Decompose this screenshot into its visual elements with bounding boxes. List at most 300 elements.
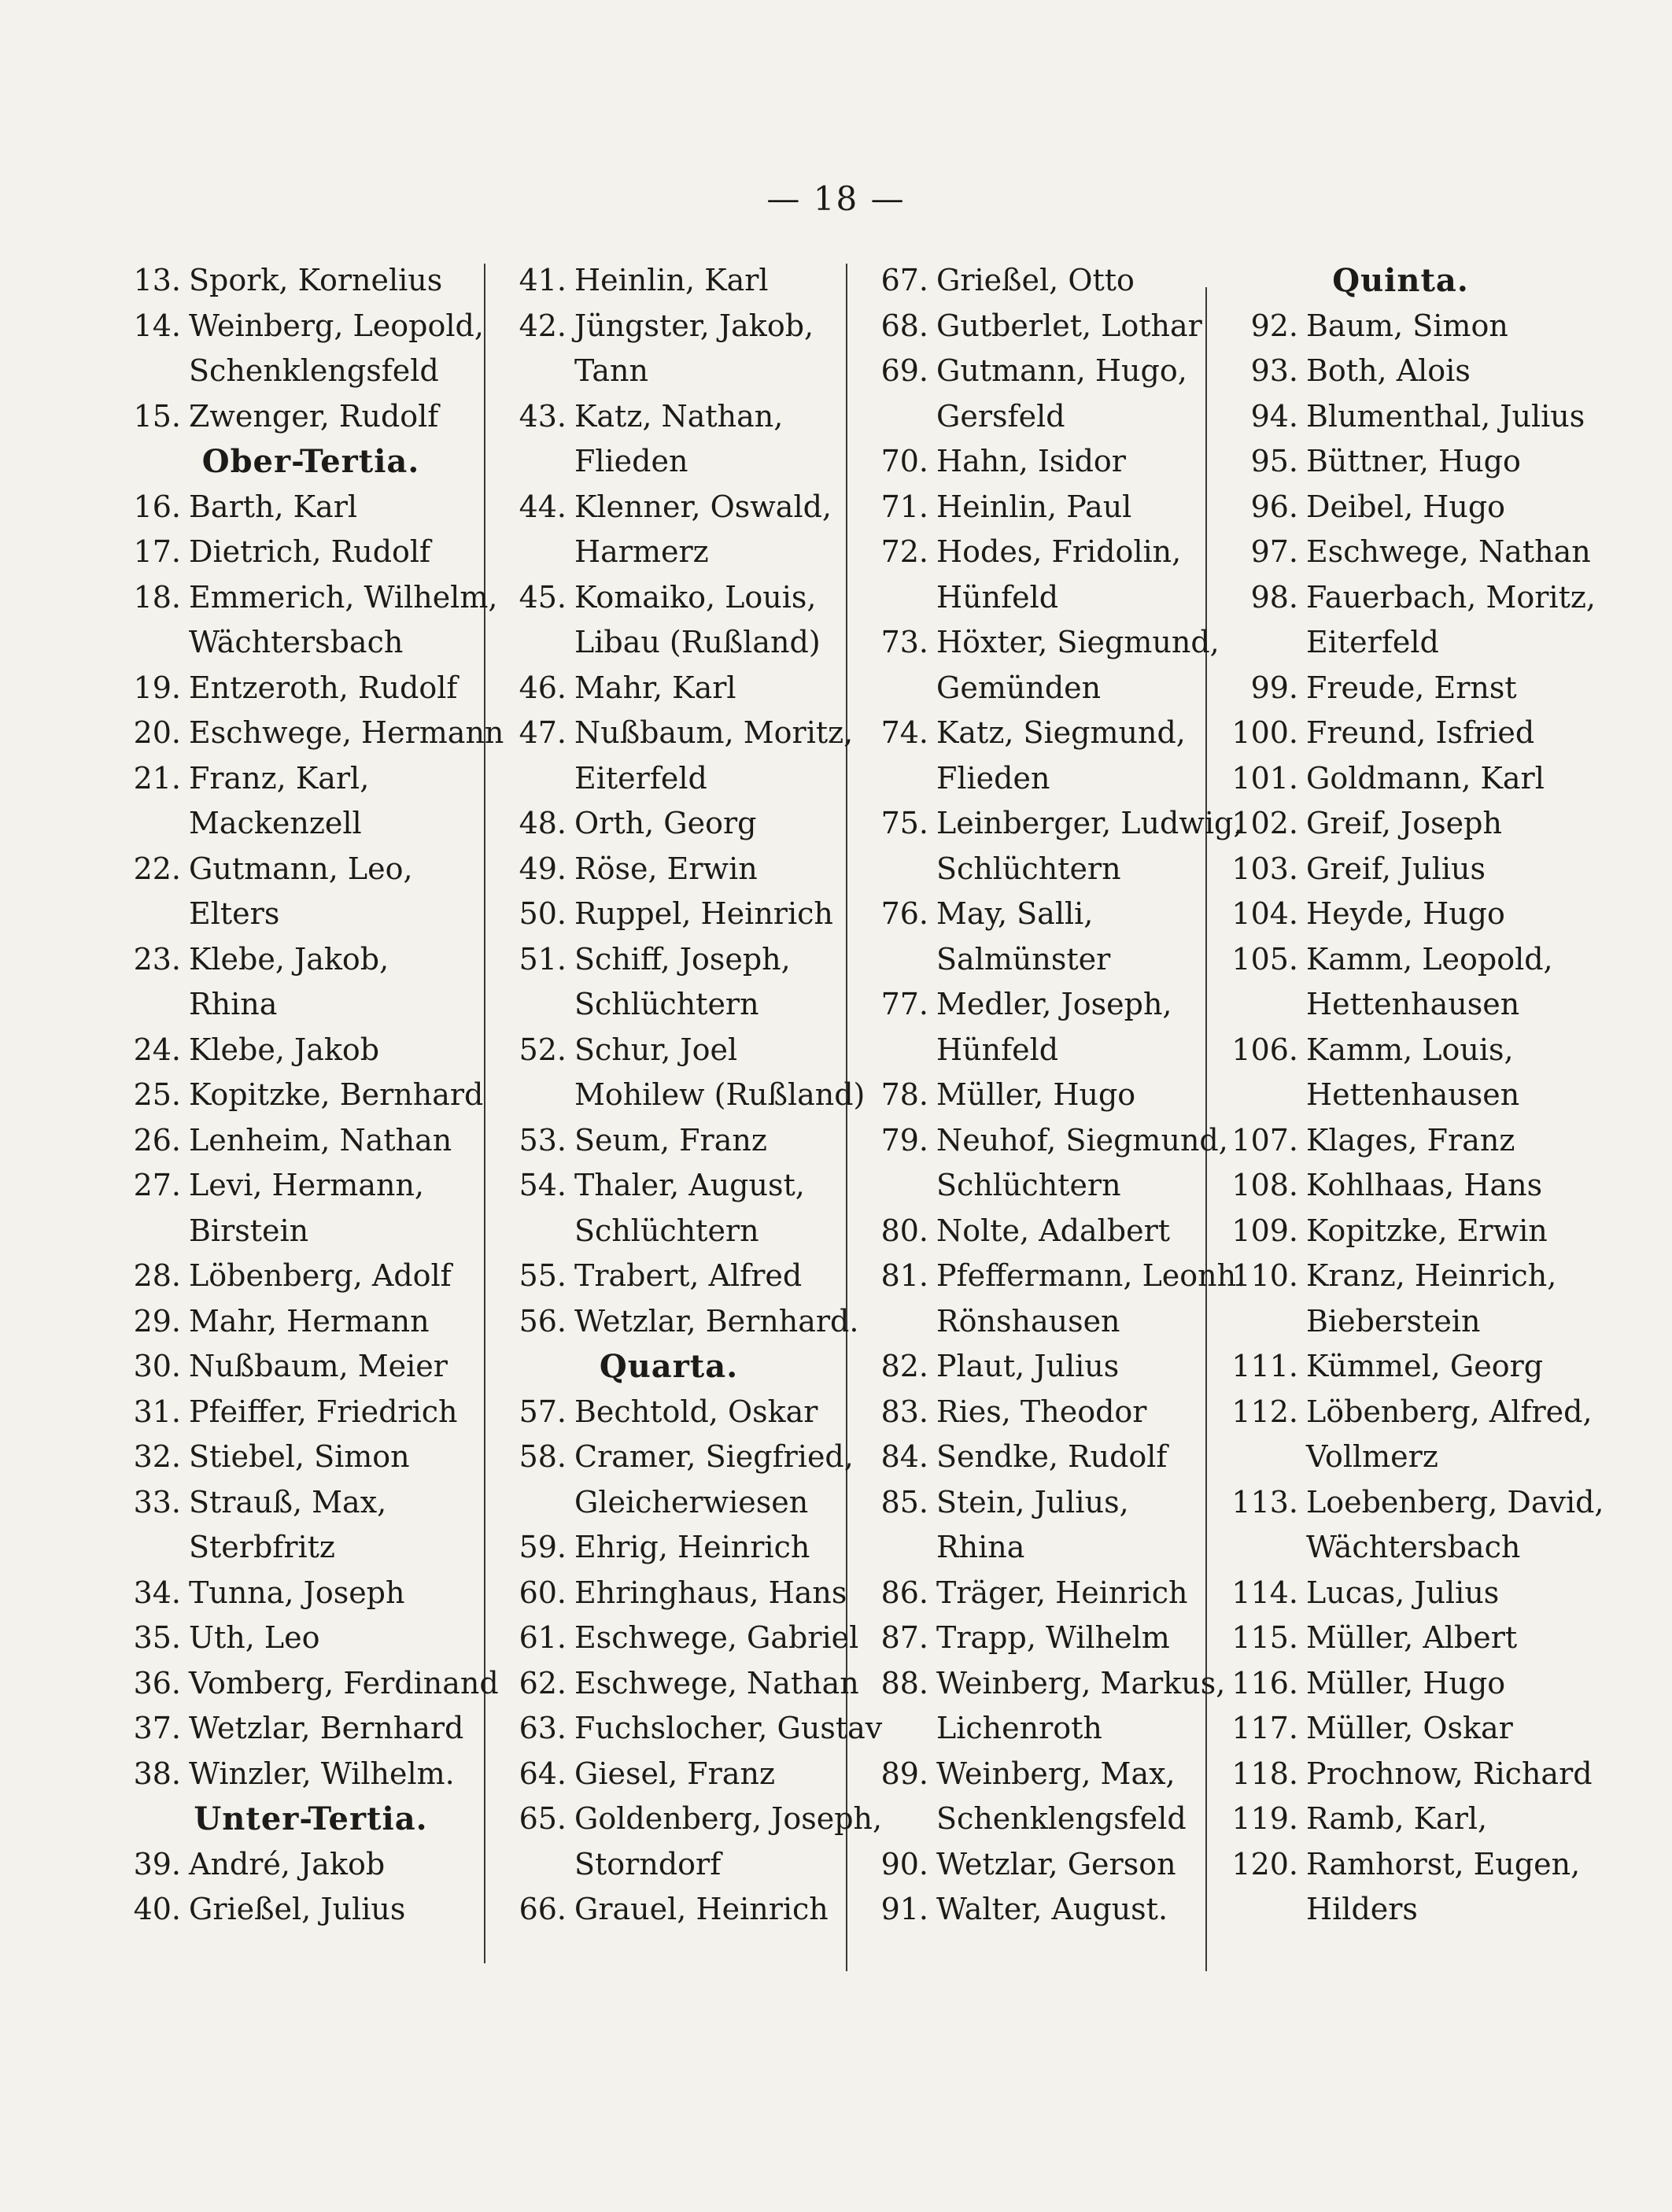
section-heading: Ober-Tertia. bbox=[201, 443, 420, 480]
list-item bbox=[1227, 1571, 1574, 1616]
entry-place: Gleicherwiesen bbox=[574, 1484, 809, 1520]
list-item bbox=[858, 304, 1212, 349]
list-item bbox=[1227, 847, 1574, 892]
list-item bbox=[496, 1797, 883, 1842]
list-item bbox=[110, 1254, 480, 1299]
entry-name: Wetzlar, Bernhard. bbox=[574, 1303, 859, 1339]
list-item bbox=[110, 1752, 480, 1797]
list-item bbox=[1227, 1842, 1581, 1888]
entry-name: Klebe, Jakob bbox=[189, 1032, 380, 1067]
entry-place: Harmerz bbox=[574, 534, 709, 569]
entry-place: Flieden bbox=[574, 444, 688, 478]
entry-name: Löbenberg, Adolf bbox=[189, 1258, 452, 1293]
entry-name: Freund, Isfried bbox=[1306, 715, 1535, 750]
entry-number: 42. bbox=[519, 308, 567, 343]
entry-name: Goldmann, Karl bbox=[1306, 760, 1545, 796]
entry-name: Hahn, Isidor bbox=[936, 444, 1126, 478]
entry-name: Kranz, Heinrich, bbox=[1306, 1258, 1557, 1293]
list-item bbox=[858, 1118, 1228, 1164]
entry-name: Büttner, Hugo bbox=[1306, 444, 1521, 478]
entry-name: Heyde, Hugo bbox=[1306, 896, 1505, 931]
list-item bbox=[496, 1525, 842, 1571]
page-number: — 18 — bbox=[766, 179, 906, 218]
entry-number: 22. bbox=[133, 851, 181, 886]
entry-name: Gutmann, Hugo, bbox=[936, 353, 1187, 388]
list-item bbox=[858, 530, 1212, 575]
entry-number: 114. bbox=[1231, 1575, 1298, 1610]
entry-name: Höxter, Siegmund, bbox=[936, 625, 1220, 659]
entry-number: 45. bbox=[519, 579, 567, 615]
entry-number: 37. bbox=[133, 1711, 181, 1745]
entry-name: Leinberger, Ludwig, bbox=[936, 806, 1243, 840]
list-item bbox=[1227, 530, 1591, 575]
entry-name: Neuhof, Siegmund, bbox=[936, 1122, 1228, 1158]
entry-number: 93. bbox=[1250, 353, 1298, 388]
entry-name: Kohlhaas, Hans bbox=[1306, 1168, 1543, 1202]
entry-number: 107. bbox=[1231, 1122, 1298, 1158]
entry-name: Wetzlar, Gerson bbox=[936, 1846, 1176, 1881]
entry-name: Ramb, Karl, bbox=[1306, 1801, 1488, 1836]
entry-place: Gemünden bbox=[936, 670, 1102, 705]
entry-number: 115. bbox=[1231, 1620, 1298, 1655]
entry-number: 118. bbox=[1231, 1756, 1298, 1791]
column-3 bbox=[858, 258, 1246, 1933]
entry-number: 102. bbox=[1231, 806, 1298, 840]
section-heading: Quarta. bbox=[599, 1348, 739, 1385]
list-item bbox=[110, 1028, 480, 1073]
list-item bbox=[1227, 1163, 1574, 1209]
entry-name: Ruppel, Heinrich bbox=[574, 896, 833, 931]
entry-name: Müller, Hugo bbox=[936, 1077, 1136, 1112]
entry-place: Flieden bbox=[936, 760, 1050, 796]
entry-name: Schur, Joel bbox=[574, 1032, 738, 1067]
entry-number: 99. bbox=[1250, 670, 1298, 705]
entry-name: Grauel, Heinrich bbox=[574, 1892, 829, 1926]
list-item bbox=[858, 439, 1212, 485]
entry-name: Weinberg, Markus, bbox=[936, 1665, 1226, 1701]
entry-number: 90. bbox=[880, 1846, 928, 1881]
entry-name: Klages, Franz bbox=[1306, 1122, 1515, 1158]
entry-number: 81. bbox=[880, 1258, 928, 1293]
list-item bbox=[1227, 485, 1574, 530]
entry-number: 62. bbox=[519, 1665, 567, 1701]
list-item bbox=[1227, 1209, 1574, 1254]
entry-number: 15. bbox=[133, 398, 181, 434]
list-item bbox=[858, 620, 1220, 666]
entry-number: 41. bbox=[519, 263, 567, 297]
list-item bbox=[858, 1344, 1212, 1390]
list-item bbox=[110, 711, 504, 756]
entry-place: Schlüchtern bbox=[574, 987, 759, 1021]
entry-name: Walter, August. bbox=[936, 1892, 1168, 1926]
entry-place: Hettenhausen bbox=[1306, 1077, 1520, 1112]
entry-number: 109. bbox=[1231, 1213, 1298, 1248]
list-item bbox=[1227, 1390, 1593, 1435]
entry-name: Tunna, Joseph bbox=[189, 1575, 405, 1610]
list-item bbox=[110, 1571, 480, 1616]
entry-number: 54. bbox=[519, 1168, 567, 1202]
entry-name: Wetzlar, Bernhard bbox=[189, 1711, 464, 1745]
list-item bbox=[110, 258, 480, 304]
column-4 bbox=[1227, 258, 1604, 1933]
list-item bbox=[1227, 801, 1574, 847]
entry-number: 30. bbox=[133, 1349, 181, 1383]
entry-name: Gutmann, Leo, bbox=[189, 851, 413, 886]
entry-place: Elters bbox=[189, 896, 280, 931]
entry-number: 64. bbox=[519, 1756, 567, 1791]
entry-name: Franz, Karl, bbox=[189, 760, 370, 796]
column-1 bbox=[110, 258, 504, 1933]
entry-name: Uth, Leo bbox=[189, 1620, 320, 1655]
list-item bbox=[858, 485, 1212, 530]
list-item bbox=[110, 1073, 484, 1118]
entry-number: 31. bbox=[133, 1394, 181, 1429]
list-item bbox=[858, 801, 1243, 847]
list-item bbox=[1227, 394, 1585, 440]
list-item bbox=[110, 304, 484, 349]
entry-number: 112. bbox=[1231, 1394, 1298, 1429]
list-item bbox=[110, 1706, 480, 1752]
entry-name: Ries, Theodor bbox=[936, 1394, 1147, 1429]
entry-number: 26. bbox=[133, 1122, 181, 1158]
entry-place: Wächtersbach bbox=[189, 625, 404, 659]
entry-number: 70. bbox=[880, 444, 928, 478]
entry-number: 95. bbox=[1250, 444, 1298, 478]
entry-number: 94. bbox=[1250, 398, 1298, 434]
list-item bbox=[1227, 439, 1574, 485]
entry-name: Gutberlet, Lothar bbox=[936, 308, 1202, 343]
entry-name: Lenheim, Nathan bbox=[189, 1122, 452, 1158]
entry-name: Müller, Oskar bbox=[1306, 1711, 1513, 1745]
entry-name: Träger, Heinrich bbox=[936, 1575, 1188, 1610]
entry-number: 23. bbox=[133, 941, 181, 977]
list-item bbox=[110, 1435, 480, 1480]
list-item bbox=[496, 892, 842, 937]
entry-place: Schenklengsfeld bbox=[936, 1801, 1187, 1836]
list-item bbox=[1227, 1254, 1574, 1299]
entry-name: Komaiko, Louis, bbox=[574, 579, 817, 615]
entry-place: Mackenzell bbox=[189, 806, 362, 840]
list-item bbox=[110, 1118, 480, 1164]
list-item bbox=[110, 1887, 480, 1933]
entry-name: Katz, Siegmund, bbox=[936, 715, 1186, 750]
entry-number: 111. bbox=[1231, 1349, 1298, 1383]
entry-place: Salmünster bbox=[936, 941, 1111, 977]
entry-number: 20. bbox=[133, 715, 181, 750]
list-item bbox=[110, 485, 480, 530]
entry-number: 13. bbox=[133, 263, 181, 297]
entry-number: 86. bbox=[880, 1575, 928, 1610]
entry-name: Hodes, Fridolin, bbox=[936, 534, 1182, 569]
list-item bbox=[858, 1073, 1212, 1118]
entry-name: Emmerich, Wilhelm, bbox=[189, 579, 498, 615]
entry-number: 52. bbox=[519, 1032, 567, 1067]
entry-name: Barth, Karl bbox=[189, 489, 358, 524]
list-item bbox=[858, 1254, 1246, 1299]
entry-name: Sendke, Rudolf bbox=[936, 1439, 1168, 1474]
entry-name: Heinlin, Paul bbox=[936, 489, 1132, 524]
entry-number: 120. bbox=[1231, 1846, 1298, 1881]
entry-name: Lucas, Julius bbox=[1306, 1575, 1500, 1610]
entry-number: 87. bbox=[880, 1620, 928, 1655]
entry-name: Nolte, Adalbert bbox=[936, 1213, 1171, 1248]
entry-number: 28. bbox=[133, 1258, 181, 1293]
entry-number: 100. bbox=[1231, 715, 1298, 750]
entry-name: Strauß, Max, bbox=[189, 1484, 387, 1520]
list-item bbox=[110, 756, 480, 802]
entry-name: Dietrich, Rudolf bbox=[189, 534, 431, 569]
entry-name: Nußbaum, Meier bbox=[189, 1349, 448, 1383]
entry-name: May, Salli, bbox=[936, 896, 1094, 931]
entry-name: Ehrig, Heinrich bbox=[574, 1530, 810, 1564]
list-item bbox=[496, 1435, 854, 1480]
list-item bbox=[858, 1480, 1212, 1526]
entry-name: Orth, Georg bbox=[574, 806, 757, 840]
entry-number: 27. bbox=[133, 1168, 181, 1202]
entry-number: 85. bbox=[880, 1484, 928, 1520]
entry-number: 50. bbox=[519, 896, 567, 931]
list-item bbox=[496, 1390, 842, 1435]
entry-name: Weinberg, Max, bbox=[936, 1756, 1176, 1791]
list-item bbox=[496, 1254, 842, 1299]
entry-name: Eschwege, Nathan bbox=[574, 1665, 859, 1701]
entry-place: Bieberstein bbox=[1306, 1303, 1481, 1339]
entry-name: Eschwege, Gabriel bbox=[574, 1620, 859, 1655]
entry-number: 55. bbox=[519, 1258, 567, 1293]
list-item bbox=[110, 847, 480, 892]
entry-place: Birstein bbox=[189, 1213, 309, 1248]
entry-name: Blumenthal, Julius bbox=[1306, 398, 1585, 434]
entry-number: 35. bbox=[133, 1620, 181, 1655]
entry-name: Löbenberg, Alfred, bbox=[1306, 1394, 1593, 1429]
entry-number: 21. bbox=[133, 760, 181, 796]
entry-number: 92. bbox=[1250, 308, 1298, 343]
entry-number: 65. bbox=[519, 1801, 567, 1836]
list-item bbox=[110, 1842, 480, 1888]
entry-number: 40. bbox=[133, 1892, 181, 1926]
entry-number: 76. bbox=[880, 896, 928, 931]
entry-number: 79. bbox=[880, 1122, 928, 1158]
list-item bbox=[1227, 711, 1574, 756]
entry-number: 63. bbox=[519, 1711, 567, 1745]
list-item bbox=[496, 1299, 859, 1345]
list-item bbox=[496, 801, 842, 847]
entry-number: 96. bbox=[1250, 489, 1298, 524]
list-item bbox=[110, 530, 480, 575]
entry-name: Ehringhaus, Hans bbox=[574, 1575, 847, 1610]
entry-place: Rhina bbox=[936, 1530, 1025, 1564]
entry-number: 24. bbox=[133, 1032, 181, 1067]
entry-name: Mahr, Karl bbox=[574, 670, 736, 705]
entry-number: 53. bbox=[519, 1122, 567, 1158]
entry-name: Kopitzke, Bernhard bbox=[189, 1077, 484, 1112]
list-item bbox=[1227, 304, 1574, 349]
entry-name: Freude, Ernst bbox=[1306, 670, 1517, 705]
list-item bbox=[496, 1571, 847, 1616]
entry-name: Thaler, August, bbox=[574, 1168, 805, 1202]
entry-place: Hünfeld bbox=[936, 1032, 1059, 1067]
list-item bbox=[1227, 1118, 1574, 1164]
entry-name: Stiebel, Simon bbox=[189, 1439, 410, 1474]
entry-number: 32. bbox=[133, 1439, 181, 1474]
list-item bbox=[1227, 1797, 1574, 1842]
list-item bbox=[110, 575, 498, 621]
entry-name: Mahr, Hermann bbox=[189, 1303, 430, 1339]
entry-place: Tann bbox=[574, 353, 648, 388]
entry-name: Levi, Hermann, bbox=[189, 1168, 425, 1202]
entry-number: 72. bbox=[880, 534, 928, 569]
list-item bbox=[858, 349, 1212, 394]
entry-number: 29. bbox=[133, 1303, 181, 1339]
entry-name: Cramer, Siegfried, bbox=[574, 1439, 854, 1474]
entry-number: 84. bbox=[880, 1439, 928, 1474]
list-item bbox=[1227, 1706, 1574, 1752]
entry-number: 14. bbox=[133, 308, 181, 343]
entry-number: 117. bbox=[1231, 1711, 1298, 1745]
entry-number: 88. bbox=[880, 1665, 928, 1701]
entry-place: Schenklengsfeld bbox=[189, 353, 439, 388]
entry-number: 82. bbox=[880, 1349, 928, 1383]
list-item bbox=[1227, 666, 1574, 711]
entry-number: 38. bbox=[133, 1756, 181, 1791]
list-item bbox=[858, 1887, 1212, 1933]
entry-number: 58. bbox=[519, 1439, 567, 1474]
entry-name: Pfeiffer, Friedrich bbox=[189, 1394, 458, 1429]
list-item bbox=[1227, 1752, 1593, 1797]
entry-place: Gersfeld bbox=[936, 398, 1065, 434]
entry-number: 74. bbox=[880, 715, 928, 750]
entry-number: 83. bbox=[880, 1394, 928, 1429]
entry-place: Storndorf bbox=[574, 1846, 722, 1881]
entry-number: 46. bbox=[519, 670, 567, 705]
entry-number: 68. bbox=[880, 308, 928, 343]
list-item bbox=[858, 1752, 1212, 1797]
entry-number: 56. bbox=[519, 1303, 567, 1339]
entry-name: Giesel, Franz bbox=[574, 1756, 775, 1791]
entry-name: Both, Alois bbox=[1306, 353, 1471, 388]
entry-number: 113. bbox=[1231, 1484, 1298, 1520]
entry-number: 75. bbox=[880, 806, 928, 840]
entry-number: 89. bbox=[880, 1756, 928, 1791]
entry-name: Greif, Joseph bbox=[1306, 806, 1502, 840]
entry-number: 49. bbox=[519, 851, 567, 886]
entry-name: Vomberg, Ferdinand bbox=[189, 1665, 499, 1701]
list-item bbox=[110, 937, 480, 983]
entry-place: Wächtersbach bbox=[1306, 1530, 1521, 1564]
list-item bbox=[496, 1616, 859, 1661]
entry-name: Winzler, Wilhelm. bbox=[189, 1756, 455, 1791]
entry-number: 78. bbox=[880, 1077, 928, 1112]
entry-name: Röse, Erwin bbox=[574, 851, 758, 886]
entry-number: 77. bbox=[880, 987, 928, 1021]
entry-name: Schiff, Joseph, bbox=[574, 941, 791, 977]
entry-number: 47. bbox=[519, 715, 567, 750]
entry-number: 104. bbox=[1231, 896, 1298, 931]
entry-place: Hettenhausen bbox=[1306, 987, 1520, 1021]
entry-name: Eschwege, Nathan bbox=[1306, 534, 1591, 569]
entry-place: Eiterfeld bbox=[1306, 625, 1439, 659]
list-item bbox=[858, 1571, 1212, 1616]
list-item bbox=[110, 1344, 480, 1390]
entry-name: Seum, Franz bbox=[574, 1122, 767, 1158]
list-item bbox=[858, 258, 1212, 304]
entry-place: Hünfeld bbox=[936, 579, 1059, 615]
entry-name: Müller, Hugo bbox=[1306, 1665, 1506, 1701]
list-item bbox=[1227, 1616, 1574, 1661]
entry-number: 39. bbox=[133, 1846, 181, 1881]
list-item bbox=[1227, 892, 1574, 937]
section-heading: Quinta. bbox=[1332, 262, 1469, 299]
entry-number: 36. bbox=[133, 1665, 181, 1701]
list-item bbox=[110, 1299, 480, 1345]
list-item bbox=[1227, 1661, 1574, 1707]
entry-name: Klebe, Jakob, bbox=[189, 941, 389, 977]
entry-place: Schlüchtern bbox=[936, 1168, 1121, 1202]
entry-name: Loebenberg, David, bbox=[1306, 1484, 1604, 1520]
entry-number: 106. bbox=[1231, 1032, 1298, 1067]
list-item bbox=[1227, 1344, 1574, 1390]
entry-name: Pfeffermann, Leonh. bbox=[936, 1258, 1246, 1293]
entry-number: 33. bbox=[133, 1484, 181, 1520]
entry-number: 60. bbox=[519, 1575, 567, 1610]
list-item bbox=[496, 1887, 842, 1933]
entry-name: Deibel, Hugo bbox=[1306, 489, 1506, 524]
list-item bbox=[110, 394, 480, 440]
list-item bbox=[110, 1163, 480, 1209]
entry-number: 44. bbox=[519, 489, 567, 524]
entry-name: Kopitzke, Erwin bbox=[1306, 1213, 1548, 1248]
entry-name: Kümmel, Georg bbox=[1306, 1349, 1544, 1383]
list-item bbox=[110, 1390, 480, 1435]
entry-number: 116. bbox=[1231, 1665, 1298, 1701]
list-item bbox=[496, 485, 842, 530]
entry-number: 71. bbox=[880, 489, 928, 524]
list-item bbox=[496, 304, 842, 349]
entry-name: André, Jakob bbox=[189, 1846, 386, 1881]
list-item bbox=[1227, 349, 1574, 394]
entry-number: 34. bbox=[133, 1575, 181, 1610]
entry-number: 18. bbox=[133, 579, 181, 615]
list-item bbox=[496, 1028, 842, 1073]
entry-name: Kamm, Leopold, bbox=[1306, 941, 1553, 977]
list-item bbox=[496, 1118, 842, 1164]
list-item bbox=[496, 1706, 883, 1752]
entry-number: 108. bbox=[1231, 1168, 1298, 1202]
list-item bbox=[496, 575, 842, 621]
entry-number: 103. bbox=[1231, 851, 1298, 886]
entry-name: Goldenberg, Joseph, bbox=[574, 1801, 883, 1836]
list-item bbox=[496, 847, 842, 892]
entry-number: 91. bbox=[880, 1892, 928, 1926]
entry-number: 57. bbox=[519, 1394, 567, 1429]
entry-number: 101. bbox=[1231, 760, 1298, 796]
list-item bbox=[858, 1209, 1212, 1254]
entry-number: 97. bbox=[1250, 534, 1298, 569]
entry-number: 73. bbox=[880, 625, 928, 659]
entry-name: Zwenger, Rudolf bbox=[189, 398, 439, 434]
entry-name: Entzeroth, Rudolf bbox=[189, 670, 458, 705]
entry-place: Schlüchtern bbox=[574, 1213, 759, 1248]
entry-number: 17. bbox=[133, 534, 181, 569]
entry-name: Eschwege, Hermann bbox=[189, 715, 504, 750]
list-item bbox=[858, 1616, 1212, 1661]
list-item bbox=[1227, 756, 1574, 802]
section-heading: Unter-Tertia. bbox=[194, 1800, 428, 1837]
entry-number: 59. bbox=[519, 1530, 567, 1564]
entry-place: Libau (Rußland) bbox=[574, 625, 821, 659]
entry-number: 43. bbox=[519, 398, 567, 434]
entry-place: Vollmerz bbox=[1306, 1439, 1438, 1474]
